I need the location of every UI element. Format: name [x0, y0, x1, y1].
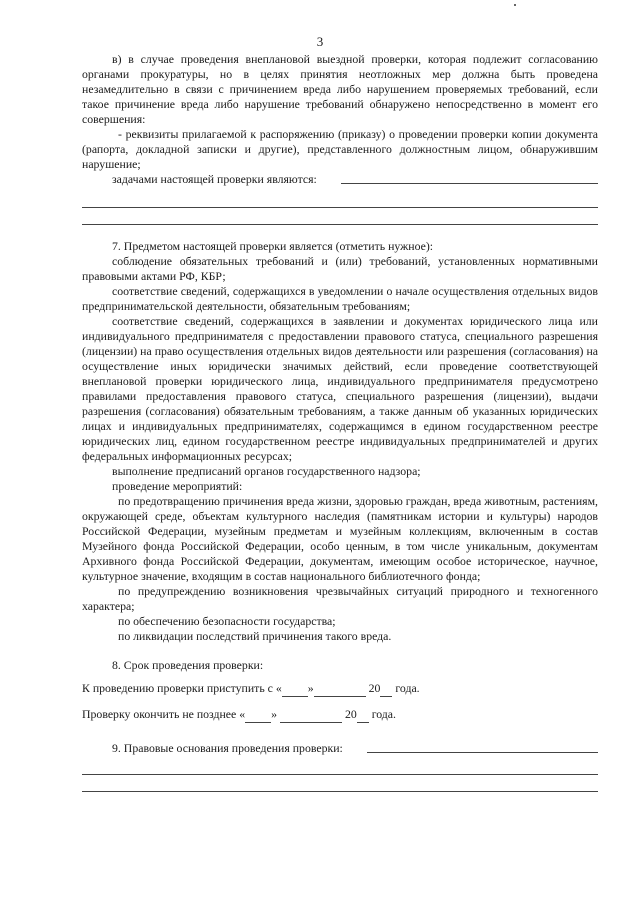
tasks-blank-line-1[interactable] — [82, 207, 598, 208]
subject-item-1: соблюдение обязательных требований и (или) требований, установленных нормативными правовыми актами РФ, КБР; — [82, 254, 598, 283]
end-date-mid: » — [271, 707, 278, 721]
subject-item-5: проведение мероприятий: — [112, 479, 243, 493]
start-year-field[interactable] — [380, 681, 392, 697]
start-date-prefix: К проведению проверки приступить с « — [82, 681, 282, 695]
end-day-field[interactable] — [245, 707, 271, 723]
legal-basis-blank-line-1[interactable] — [82, 774, 598, 775]
subject-item-3: соответствие сведений, содержащихся в заявлении и документах юридического лица или индивидуального предпринимателя с предоставлении правового статуса, специального разрешения (лицензии) на право осуществления отдельных видов деятельности или разрешения (согласования) на осуществление иных юридически значимых действий, если проведение соответствующей внеплановой проверки юридического лица, индивидуального предпринимателя предусмотрено правилами предоставления правового статуса, специального разрешения (лицензии), выдачи разрешения (согласования) обязательным требованиям, а также данным об указанных юридических лицах и индивидуальных предпринимателях, содержащимся в едином государственном реестре юридических лиц, едином государственном реестре индивидуальных предпринимателей и других федеральных информационных ресурсах; — [82, 314, 598, 463]
section-7-title: 7. Предметом настоящей проверки является (отметить нужное): — [112, 239, 434, 253]
end-month-field[interactable] — [280, 707, 342, 723]
end-date-line — [82, 707, 598, 723]
section-8-title: 8. Срок проведения проверки: — [112, 658, 264, 672]
start-month-field[interactable] — [314, 681, 366, 697]
subject-item-4: выполнение предписаний органов государственного надзора; — [112, 464, 421, 478]
start-day-field[interactable] — [282, 681, 308, 697]
measure-item-1: по предотвращению причинения вреда жизни, здоровью граждан, вреда животным, растениям, окружающей среде, объектам культурного наследия (памятникам истории и культуры) народов Российской Федерации, музейным предметам и музейным коллекциям, включенным в состав Музейного фонда Российской Федерации, особо ценным, в том числе уникальным, документам Архивного фонда Российской Федерации, документам, имеющим особое историческое, научное, культурное значение, входящим в состав национального библиотечного фонда; — [82, 494, 598, 583]
end-date-suffix: года. — [368, 707, 396, 721]
subject-item-2: соответствие сведений, содержащихся в уведомлении о начале осуществления отдельных видов предпринимательской деятельности, обязательным требованиям; — [82, 284, 598, 313]
end-year-prefix: 20 — [344, 707, 357, 721]
paragraph-v: в) в случае проведения внеплановой выездной проверки, которая подлежит согласованию органами прокуратуры, но в целях принятия неотложных мер должна быть проведена незамедлительно в связи с причинением вреда либо нарушением проверяемых требований, если такое причинение вреда либо нарушение требований обнаружено непосредственно в момент его совершения: — [82, 52, 598, 126]
document-body — [82, 52, 598, 792]
legal-basis-fill-line[interactable] — [367, 752, 598, 753]
tasks-row — [82, 172, 598, 187]
legal-basis-blank-line-2[interactable] — [82, 791, 598, 792]
measure-item-4: по ликвидации последствий причинения такого вреда. — [118, 629, 392, 643]
paragraph-requisites: - реквизиты прилагаемой к распоряжению (приказу) о проведении проверки копии документа (рапорта, докладной записки и другие), представленного должностным лицом, обнаружившим нарушение; — [82, 127, 598, 171]
start-date-suffix: года. — [392, 681, 420, 695]
start-date-mid: » — [307, 681, 314, 695]
end-date-prefix: Проверку окончить не позднее « — [82, 707, 246, 721]
legal-basis-row — [82, 741, 598, 756]
page-number: 3 — [316, 34, 324, 49]
section-9-title: 9. Правовые основания проведения проверки: — [112, 741, 343, 755]
start-date-line — [82, 681, 598, 697]
scan-speck — [514, 4, 516, 6]
tasks-fill-line[interactable] — [341, 183, 598, 184]
end-year-field[interactable] — [357, 707, 369, 723]
measure-item-3: по обеспечению безопасности государства; — [118, 614, 336, 628]
start-year-prefix: 20 — [368, 681, 381, 695]
tasks-label: задачами настоящей проверки являются: — [112, 172, 317, 186]
measure-item-2: по предупреждению возникновения чрезвычайных ситуаций природного и техногенного характера; — [82, 584, 598, 613]
